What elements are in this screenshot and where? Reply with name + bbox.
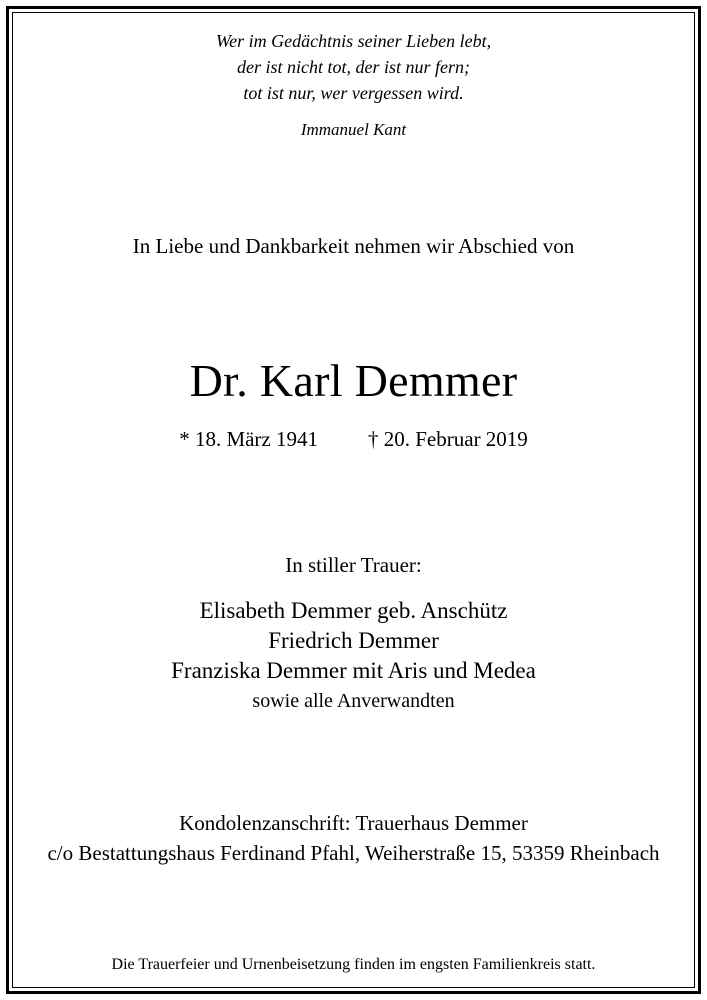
intro-text: In Liebe und Dankbarkeit nehmen wir Abschied von: [132, 234, 575, 258]
mourning-heading: In stiller Trauer:: [285, 553, 422, 577]
quote-line-3: tot ist nur, wer vergessen wird.: [243, 83, 464, 103]
condolence-line-1: Kondolenzanschrift: Trauerhaus Demmer: [179, 811, 528, 835]
death-date: † 20. Februar 2019: [368, 427, 528, 451]
quote-block: [0, 28, 707, 106]
mourners-list: [0, 596, 707, 716]
mourner-3: Franziska Demmer mit Aris und Medea: [171, 658, 536, 683]
life-dates: [0, 427, 707, 452]
condolence-address: [0, 808, 707, 868]
quote-author: Immanuel Kant: [300, 120, 407, 139]
birth-date: * 18. März 1941: [179, 427, 318, 451]
quote-line-2: der ist nicht tot, der ist nur fern;: [237, 57, 470, 77]
deceased-name: Dr. Karl Demmer: [189, 355, 518, 406]
quote-line-1: Wer im Gedächtnis seiner Lieben lebt,: [215, 31, 492, 51]
footer-note: Die Trauerfeier und Urnenbeisetzung finden im engsten Familienkreis statt.: [111, 956, 596, 973]
relatives-line: sowie alle Anverwandten: [252, 690, 455, 712]
condolence-line-2: c/o Bestattungshaus Ferdinand Pfahl, Weiherstraße 15, 53359 Rheinbach: [47, 841, 660, 865]
mourner-1: Elisabeth Demmer geb. Anschütz: [199, 598, 508, 623]
mourner-2: Friedrich Demmer: [268, 628, 439, 653]
